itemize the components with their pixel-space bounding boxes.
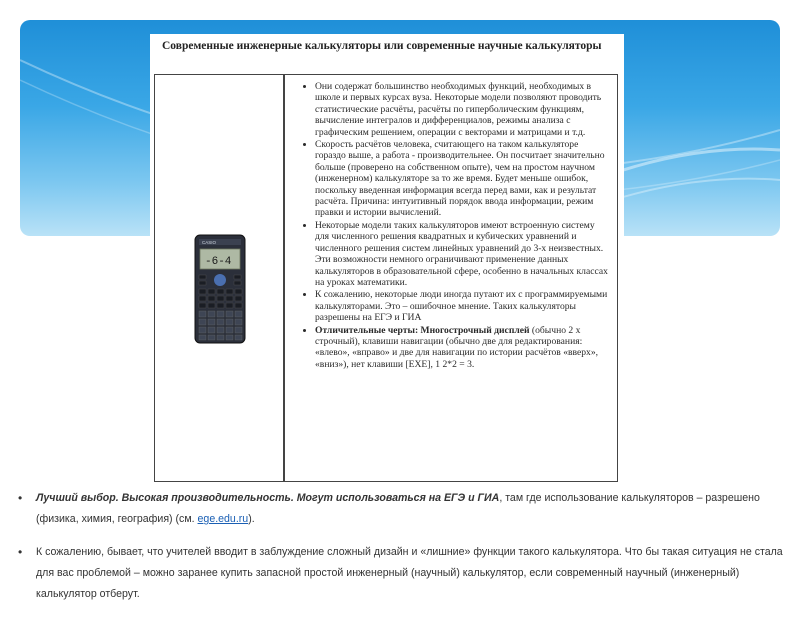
- list-item: • К сожалению, некоторые люди иногда путают их с программируемыми калькуляторами. Это – ошибочное мнение. Таких калькуляторы разрешены на ЕГЭ и ГИА: [315, 289, 611, 323]
- features-list: [295, 81, 611, 370]
- ege-link[interactable]: ege.edu.ru: [197, 513, 249, 525]
- list-item: • Скорость расчётов человека, считающего на таком калькуляторе гораздо выше, а работа - производительнее. Он посчитает значительно больше (проверено на собственном опыте), чем на простом научном (инженерном) калькуляторе за то же время. Будет меньше ошибок, поскольку введенная информация всегда перед вами, как и результат расчёта. Причина: интуитивный порядок ввода информации, режим правки и истории вычислений.: [315, 139, 611, 219]
- features-text: (обычно 2 х строчный), клавиши навигации (обычно две для редактирования: «влево», «вправо» и две для навигации по истории расчётов «вверх», «вниз»), нет клавиши [EXE], 1 2*2 = 3.: [315, 324, 599, 370]
- page-title: Современные инженерные калькуляторы или современные научные калькуляторы: [162, 40, 602, 52]
- bullet-dot: •: [18, 545, 23, 559]
- list-item: • Некоторые модели таких калькуляторов имеют встроенную систему для численного решения квадратных и кубических уравнений и численного решения систем линейных уравнений до 3-х неизвестных. Эти возможности немного ограничивают применение данных калькуляторов в образовательной сфере, особенно в начальных классах на уроках математики.: [315, 220, 611, 288]
- scanned-page: [150, 34, 624, 486]
- list-item: • Они содержат большинство необходимых функций, необходимых в школе и первых курсах вуза. Некоторые модели позволяют проводить статистические расчёты, расчёты по гиперболическим функциям, вычисление интегралов и дифференциалов, режимы анализа с графическим решением, операции с векторами и матрицами и т.д.: [315, 81, 611, 138]
- features-bold: Отличительные черты: Многострочный дисплей: [315, 324, 530, 336]
- bullet-text: , там где использование калькуляторов – разрешено (физика, химия, география) (см.: [36, 492, 760, 525]
- slide-bullets: [18, 488, 788, 617]
- bullet-dot: •: [18, 491, 23, 505]
- bullet-best-choice: [18, 488, 788, 530]
- list-item: [315, 325, 611, 371]
- calculator-display: -6-4: [205, 256, 232, 268]
- bullet-text: К сожалению, бывает, что учителей вводит в заблуждение сложный дизайн и «лишние» функции такого калькулятора. Что бы такая ситуация не стала для вас проблемой – можно заранее купить запасной простой инженерный (научный) калькулятор, если современный научный (инженерный) калькулятор отберут.: [36, 546, 783, 600]
- calculator-brand: CASIO: [202, 240, 217, 245]
- bullet-end: ).: [248, 513, 255, 525]
- bullet-lead: Лучший выбор. Высокая производительность. Могут использоваться на ЕГЭ и ГИА: [36, 492, 500, 504]
- bullet-warning: [18, 542, 788, 605]
- column-divider: [283, 75, 285, 481]
- calculator-image: [155, 75, 283, 483]
- features-cell: [295, 81, 611, 371]
- calculator-cell: [155, 75, 283, 481]
- info-table: [154, 74, 618, 482]
